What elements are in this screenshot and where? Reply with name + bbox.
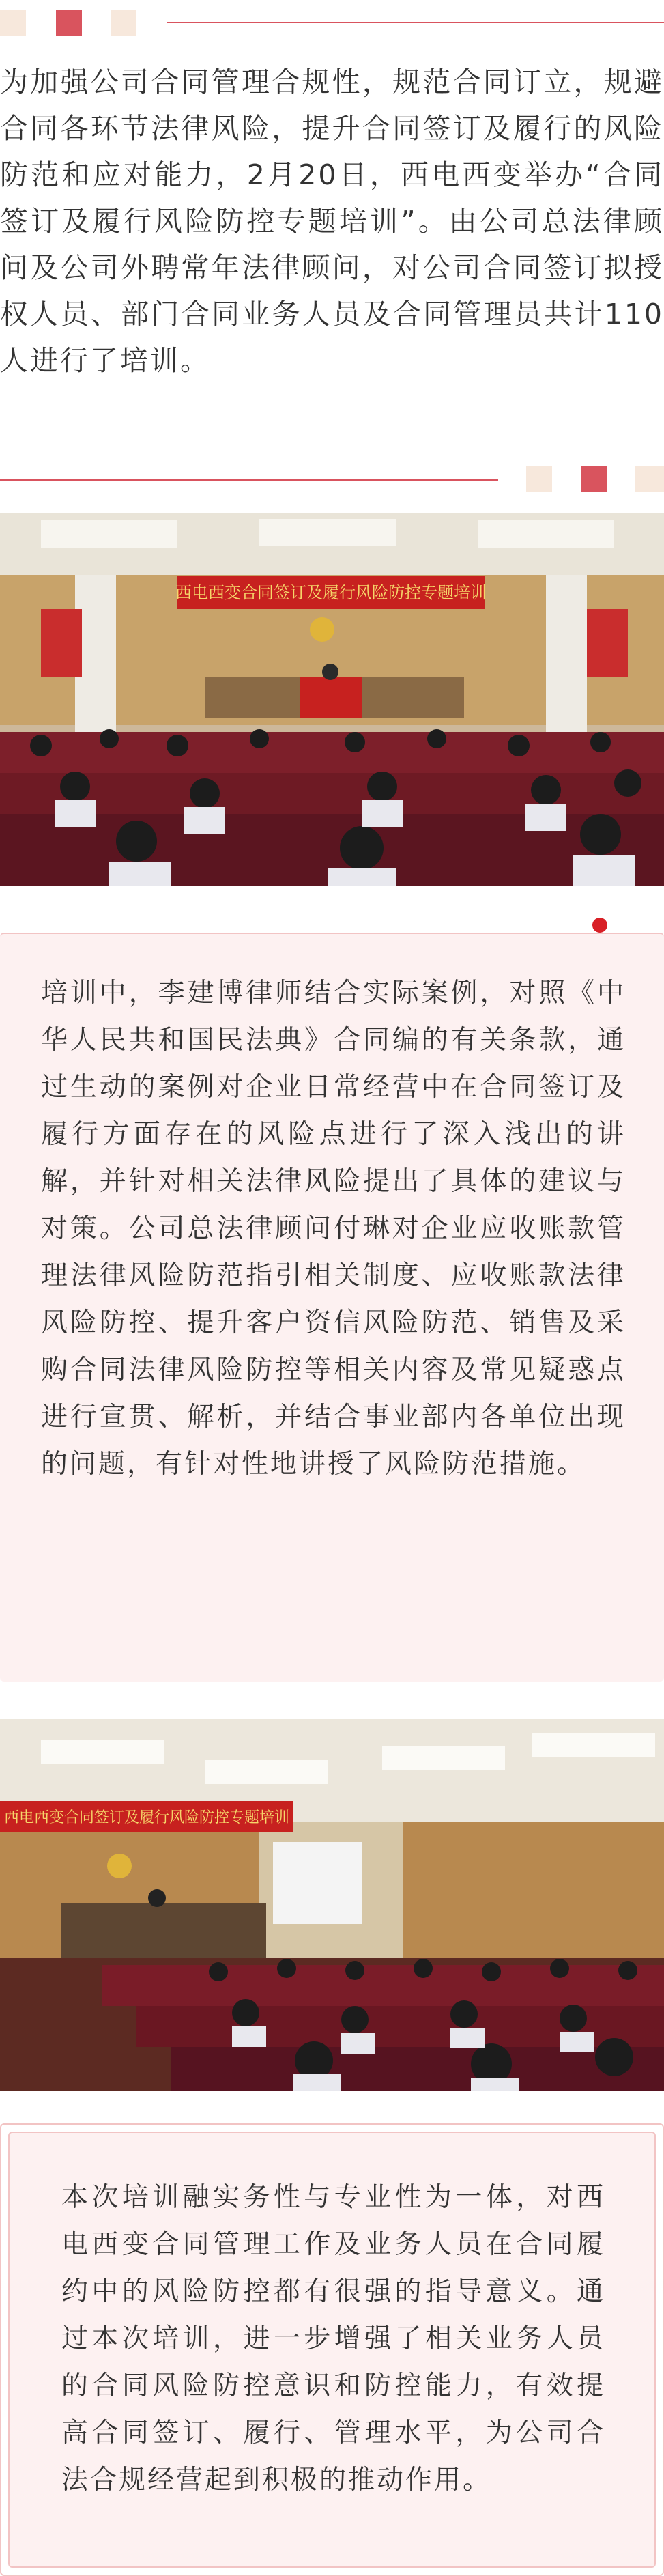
section3-inner-box [8, 2132, 656, 2568]
banner-text-2: 西电西变合同签订及履行风险防控专题培训 [3, 1809, 290, 1826]
decor-square-red-1 [56, 10, 82, 36]
intro-paragraph: 为加强公司合同管理合规性，规范合同订立，规避合同各环节法律风险，提升合同签订及履行的风险防范和应对能力，2月20日，西电西变举办“合同签订及履行风险防控专题培训”。由公司总法律顾问及公司外聘常年法律顾问，对公司合同签订拟授权人员、部门合同业务人员及合同管理员共计110人进行了培训。 [0, 66, 664, 377]
decor-square-light-1 [0, 10, 26, 36]
decor-line-top [167, 22, 664, 23]
section2-paragraph: 培训中，李建博律师结合实际案例，对照《中华人民共和国民法典》合同编的有关条款，通过生动的案例对企业日常经营中在合同签订及履行方面存在的风险点进行了深入浅出的讲解，并针对相关法律风险提出了具体的建议与对策。公司总法律顾问付琳对企业应收账款管理法律风险防范指引相关制度、应收账款法律风险防控、提升客户资信风险防范、销售及采购合同法律风险防控等相关内容及常见疑惑点进行宣贯、解析，并结合事业部内各单位出现的问题，有针对性地讲授了风险防范措施。 [41, 978, 626, 1480]
decor-square-light-3 [526, 466, 552, 492]
decor-square-red-2 [581, 466, 607, 492]
decor-dot-1 [592, 918, 607, 933]
decor-square-light-2 [111, 10, 136, 36]
section3-paragraph: 本次培训融实务性与专业性为一体，对西电西变合同管理工作及业务人员在合同履约中的风险防控都有很强的指导意义。通过本次培训，进一步增强了相关业务人员的合同风险防控意识和防控能力，有效提高合同签订、履行、管理水平，为公司合法合规经营起到积极的推动作用。 [61, 2182, 605, 2495]
section2-box [0, 933, 664, 1682]
training-photo-2 [0, 1719, 664, 2091]
decor-square-light-4 [635, 466, 664, 492]
decor-line-middle [0, 479, 498, 481]
training-photo-1 [0, 513, 664, 886]
section3-box [0, 2123, 664, 2576]
banner-text-1: 西电西变合同签订及履行风险防控专题培训 [175, 583, 487, 602]
